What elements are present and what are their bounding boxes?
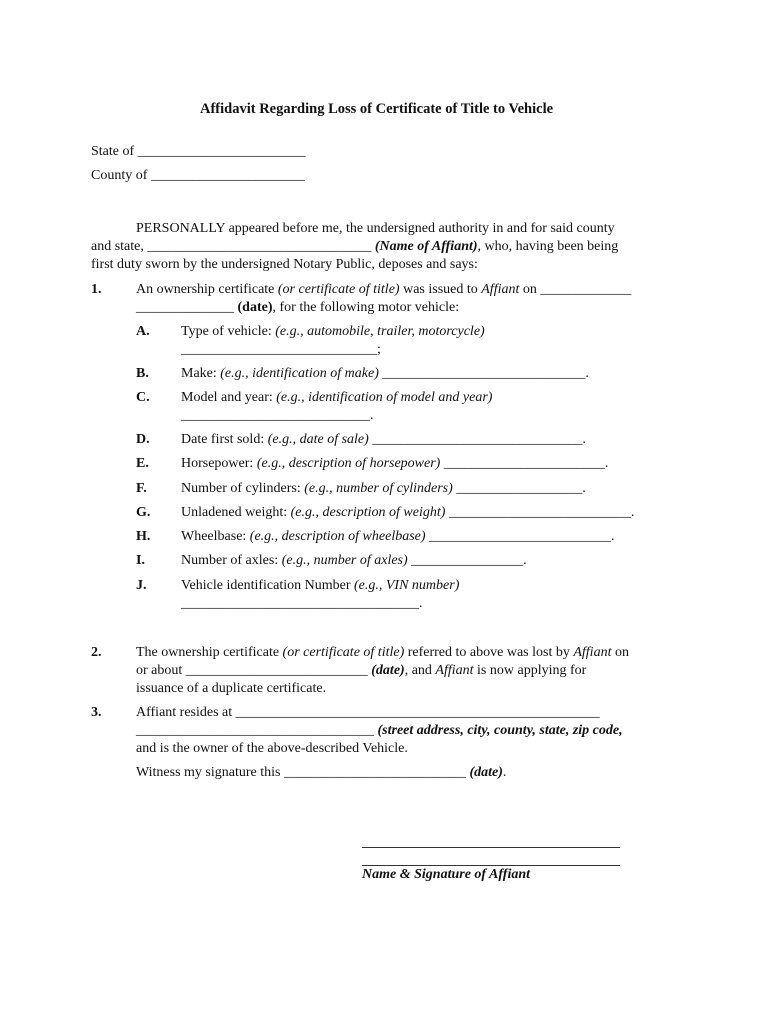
item-label: Unladened weight:	[181, 505, 291, 520]
item-letter: E.	[136, 456, 149, 471]
item-hint: (e.g., identification of model and year)	[276, 390, 493, 405]
vehicle-item	[181, 553, 527, 569]
item-blank-field[interactable]: ____________________________;	[181, 342, 381, 357]
item-label: Vehicle identification Number	[181, 578, 354, 593]
item-letter: H.	[136, 529, 151, 544]
item-blank-field[interactable]: ___________________________.	[181, 408, 374, 423]
s2-affiant: Affiant	[573, 645, 612, 660]
s1-issue-date-field[interactable]: on _____________	[519, 282, 632, 297]
item-letter: B.	[136, 366, 149, 381]
section-3-number: 3.	[91, 705, 102, 720]
s1-affiant: Affiant	[481, 282, 520, 297]
item-hint: (e.g., identification of make)	[220, 366, 379, 381]
item-blank-field[interactable]: _____________________________.	[378, 366, 589, 381]
s1-text: An ownership certificate	[136, 282, 278, 297]
item-blank-field[interactable]: __________________.	[452, 481, 586, 496]
state-field[interactable]: ________________________	[137, 144, 306, 159]
witness-period: .	[502, 765, 507, 780]
item-label: Horsepower:	[181, 456, 257, 471]
witness-date-field[interactable]: Witness my signature this __________________________	[136, 765, 470, 780]
item-label: Date first sold:	[181, 432, 268, 447]
vehicle-item	[181, 390, 492, 406]
item-blank-field[interactable]: ______________________________.	[368, 432, 586, 447]
item-label: Model and year:	[181, 390, 277, 405]
section-2-number: 2.	[91, 645, 102, 660]
item-blank-field[interactable]: ________________.	[407, 553, 527, 568]
item-letter: C.	[136, 390, 150, 405]
item-blank-field[interactable]: __________________________________.	[181, 596, 423, 611]
s1-text-3: , for the following motor vehicle:	[272, 300, 460, 315]
signature-line-1[interactable]	[362, 847, 620, 848]
witness-line	[136, 765, 506, 781]
section-1-line-1	[136, 282, 631, 298]
s2-lost-date-field[interactable]: or about __________________________	[136, 663, 372, 678]
item-blank-field[interactable]: __________________________.	[445, 505, 635, 520]
s2-affiant-2: Affiant	[435, 663, 474, 678]
state-label: State of	[91, 144, 135, 159]
item-label: Number of axles:	[181, 553, 282, 568]
section-1-number: 1.	[91, 282, 102, 297]
s3-address-field[interactable]: __________________________________	[136, 723, 378, 738]
s1-date-hint: (date)	[237, 300, 273, 315]
s1-date-field[interactable]: ______________	[136, 300, 238, 315]
county-field[interactable]: ______________________	[150, 168, 305, 183]
section-2-line-1	[136, 645, 629, 661]
document-title: Affidavit Regarding Loss of Certificate of Title to Vehicle	[200, 101, 554, 117]
county-line	[91, 168, 305, 184]
item-letter: G.	[136, 505, 151, 520]
intro-line-2	[91, 239, 618, 255]
item-blank-field[interactable]: _______________________.	[440, 456, 609, 471]
section-3-line-1[interactable]: Affiant resides at ____________________________________________________	[136, 705, 600, 720]
name-of-affiant-hint: (Name of Affiant)	[374, 239, 478, 254]
item-hint: (e.g., number of cylinders)	[304, 481, 453, 496]
item-hint: (e.g., description of weight)	[290, 505, 446, 520]
intro-line-2-tail: , who, having been being	[477, 239, 619, 254]
s3-address-hint: (street address, city, county, state, zip code,	[377, 723, 623, 738]
item-blank-field[interactable]: __________________________.	[425, 529, 615, 544]
vehicle-item	[181, 481, 586, 497]
state-line	[91, 144, 306, 160]
section-3-line-2	[136, 723, 623, 739]
vehicle-item	[181, 432, 586, 448]
s2-date-hint: (date)	[371, 663, 405, 678]
section-2-line-3: issuance of a duplicate certificate.	[136, 681, 327, 696]
s2-text-4: , and	[404, 663, 436, 678]
vehicle-item	[181, 366, 589, 382]
item-hint: (e.g., description of horsepower)	[256, 456, 441, 471]
item-hint: (e.g., automobile, trailer, motorcycle)	[275, 324, 485, 339]
affiant-name-field[interactable]: and state, ________________________________	[91, 239, 375, 254]
vehicle-item	[181, 578, 459, 594]
section-2-line-2	[136, 663, 586, 679]
vehicle-item	[181, 456, 608, 472]
vehicle-item	[181, 324, 485, 340]
item-hint: (e.g., number of axles)	[281, 553, 408, 568]
item-label: Number of cylinders:	[181, 481, 305, 496]
item-letter: I.	[136, 553, 145, 568]
item-hint: (e.g., VIN number)	[354, 578, 460, 593]
intro-line-3: first duty sworn by the undersigned Notary Public, deposes and says:	[91, 257, 478, 272]
s1-hint-certificate: (or certificate of title)	[277, 282, 400, 297]
item-letter: D.	[136, 432, 150, 447]
vehicle-item	[181, 505, 634, 521]
section-1-line-2	[136, 300, 459, 316]
s2-text-3: on	[611, 645, 629, 660]
s2-hint-certificate: (or certificate of title)	[282, 645, 405, 660]
section-3-line-3: and is the owner of the above-described Vehicle.	[136, 741, 408, 756]
item-hint: (e.g., description of wheelbase)	[249, 529, 426, 544]
item-letter: F.	[136, 481, 147, 496]
signature-line-2[interactable]	[362, 865, 620, 866]
item-label: Make:	[181, 366, 221, 381]
signature-label: Name & Signature of Affiant	[362, 867, 531, 882]
item-label: Type of vehicle:	[181, 324, 276, 339]
item-hint: (e.g., date of sale)	[267, 432, 369, 447]
s2-text-5: is now applying for	[473, 663, 587, 678]
s1-text-2: was issued to	[399, 282, 482, 297]
item-label: Wheelbase:	[181, 529, 250, 544]
intro-line-1: PERSONALLY appeared before me, the undersigned authority in and for said county	[136, 221, 615, 236]
s2-text-2: referred to above was lost by	[404, 645, 574, 660]
vehicle-item	[181, 529, 615, 545]
county-label: County of	[91, 168, 148, 183]
witness-date-hint: (date)	[469, 765, 503, 780]
s2-text: The ownership certificate	[136, 645, 283, 660]
item-letter: J.	[136, 578, 147, 593]
item-letter: A.	[136, 324, 150, 339]
